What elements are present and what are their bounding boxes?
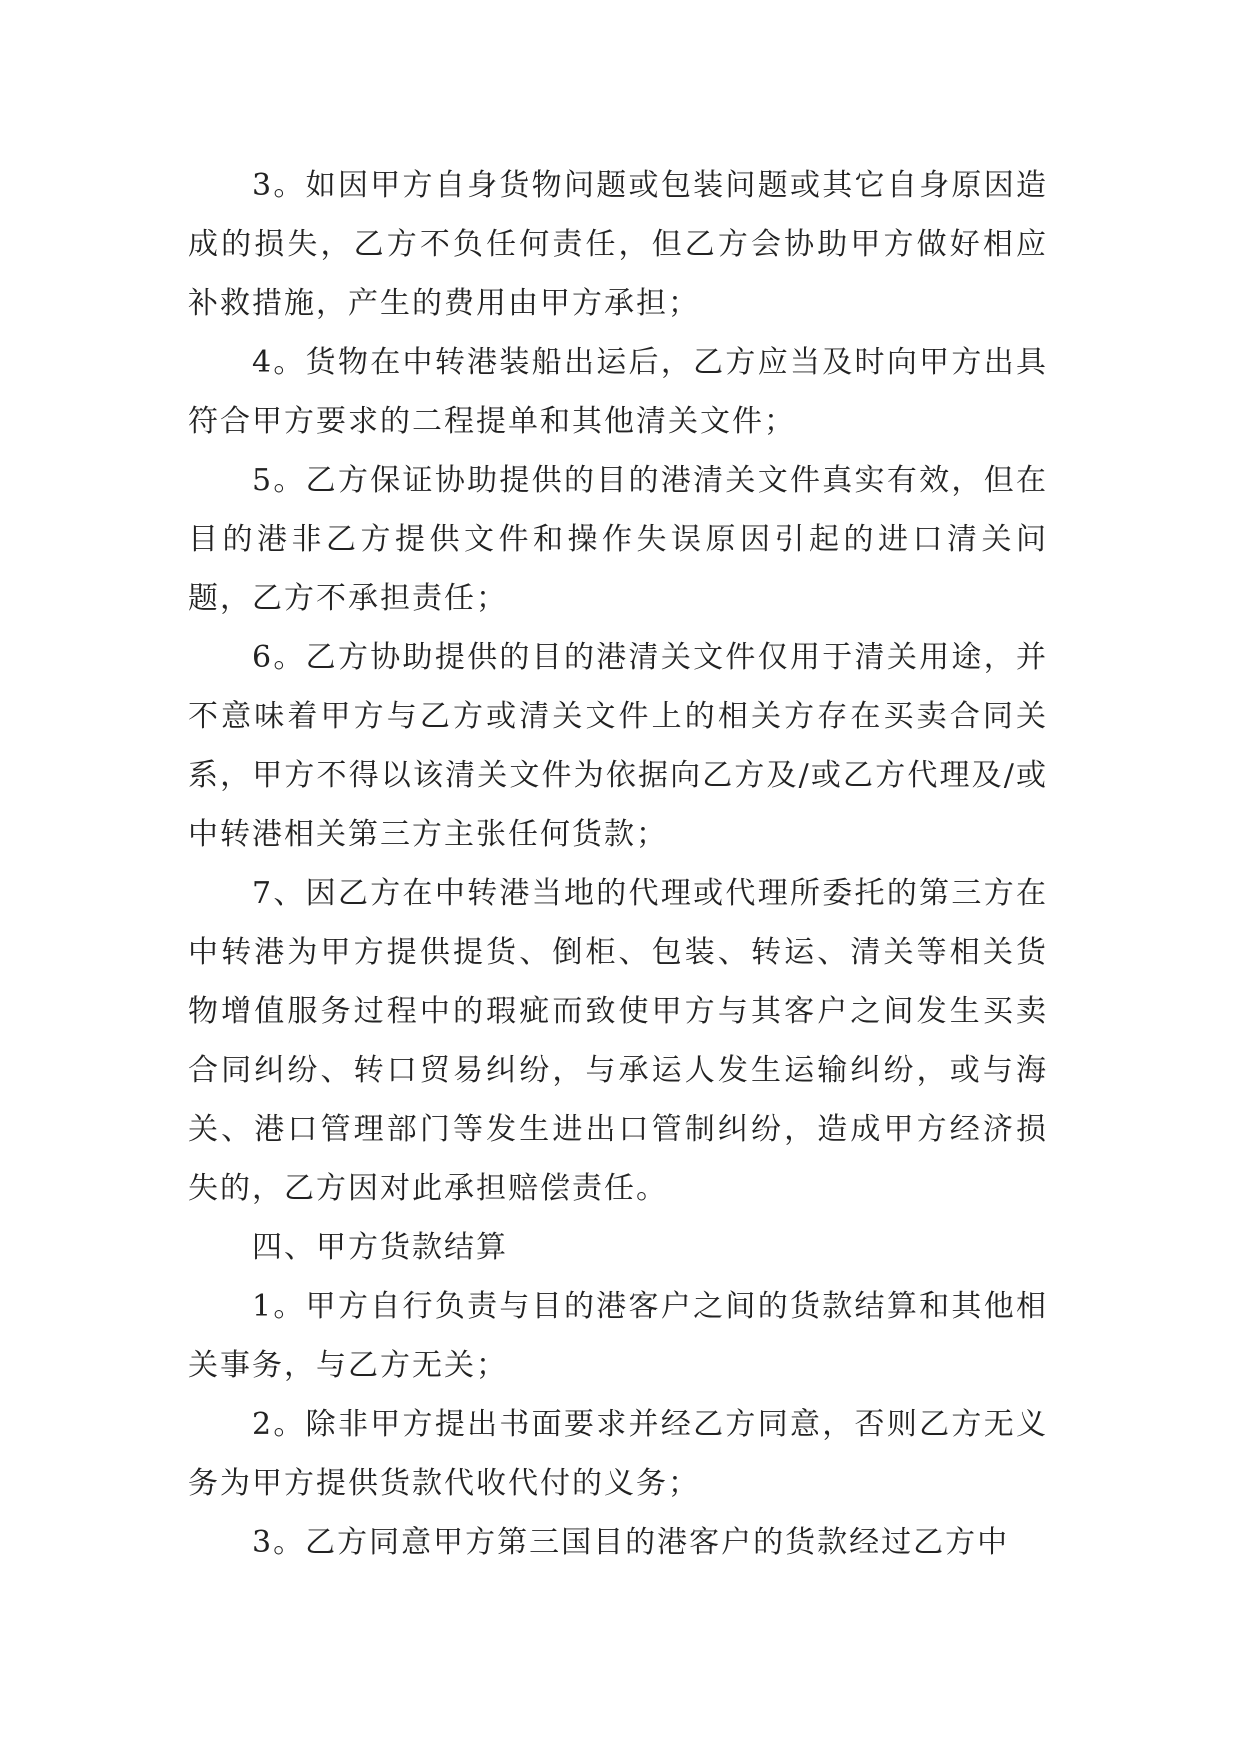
section-heading-payment: 四、甲方货款结算 xyxy=(252,1230,508,1265)
payment-clause-2-paragraph: 2。除非甲方提出书面要求并经乙方同意，否则乙方无义务为甲方提供货款代收代付的义务； xyxy=(188,1407,1048,1501)
clause-7-paragraph: 7、因乙方在中转港当地的代理或代理所委托的第三方在中转港为甲方提供提货、倒柜、包装、转运、清关等相关货物增值服务过程中的瑕疵而致使甲方与其客户之间发生买卖合同纠纷、转口贸易纠纷，与承运人发生运输纠纷，或与海关、港口管理部门等发生进出口管制纠纷，造成甲方经济损失的，乙方因对此承担赔偿责任。 xyxy=(188,876,1048,1206)
payment-clause-3-paragraph: 3。乙方同意甲方第三国目的港客户的货款经过乙方中 xyxy=(252,1525,1010,1560)
clause-5-paragraph: 5。乙方保证协助提供的目的港清关文件真实有效，但在目的港非乙方提供文件和操作失误原因引起的进口清关问题，乙方不承担责任； xyxy=(188,463,1048,616)
payment-clause-1-paragraph: 1。甲方自行负责与目的港客户之间的货款结算和其他相关事务，与乙方无关； xyxy=(188,1289,1048,1383)
clause-3-paragraph: 3。如因甲方自身货物问题或包装问题或其它自身原因造成的损失，乙方不负任何责任，但乙方会协助甲方做好相应补救措施，产生的费用由甲方承担； xyxy=(188,168,1048,321)
clause-4-paragraph: 4。货物在中转港装船出运后，乙方应当及时向甲方出具符合甲方要求的二程提单和其他清关文件； xyxy=(188,345,1048,439)
clause-6-paragraph: 6。乙方协助提供的目的港清关文件仅用于清关用途，并不意味着甲方与乙方或清关文件上的相关方存在买卖合同关系，甲方不得以该清关文件为依据向乙方及/或乙方代理及/或中转港相关第三方主张任何货款； xyxy=(188,640,1048,852)
document-body xyxy=(188,156,1048,1572)
